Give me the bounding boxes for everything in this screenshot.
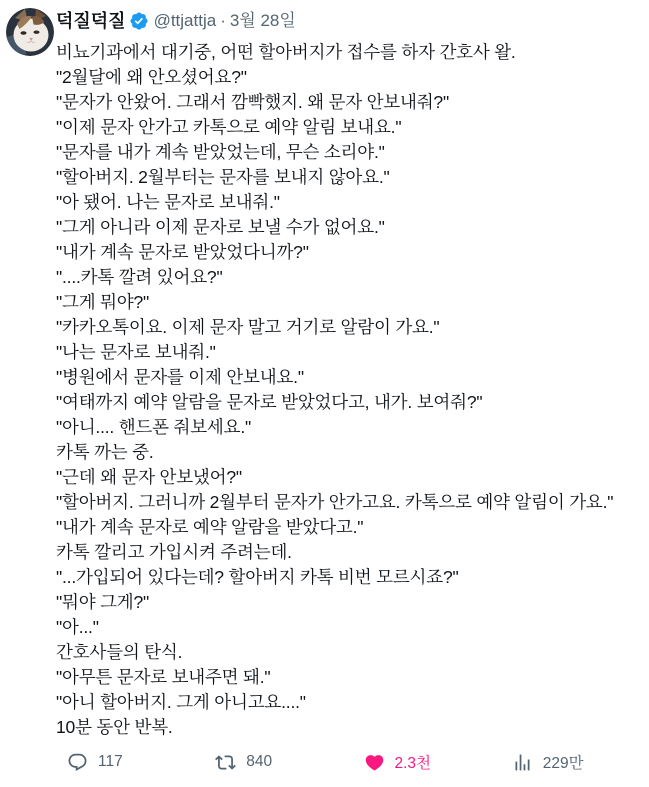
views-button[interactable] (501, 751, 649, 773)
tweet-text-line: "이제 문자 안가고 카톡으로 예약 알림 보내요." (56, 117, 402, 137)
header-separator: · (220, 11, 226, 30)
tweet-date[interactable]: 3월 28일 (229, 11, 296, 30)
views-icon (512, 752, 533, 773)
verified-badge-icon (129, 11, 149, 31)
tweet-text-line: "카카오톡이요. 이제 문자 말고 거기로 알람이 가요." (56, 317, 440, 337)
tweet-text-line: "아니 할아버지. 그게 아니고요...." (56, 692, 306, 712)
tweet-text-line: "근데 왜 문자 안보냈어?" (56, 467, 242, 487)
tweet-text-line: "내가 계속 문자로 예약 알람을 받았다고." (56, 517, 364, 537)
repost-count: 840 (246, 753, 273, 770)
tweet-body (56, 40, 649, 740)
tweet-text-line: "....카톡 깔려 있어요?" (56, 267, 223, 287)
tweet-text-line: "아..." (56, 617, 99, 637)
tweet-text-line: 간호사들의 탄식. (56, 642, 183, 662)
tweet-text-line: "뭐야 그게?" (56, 592, 150, 612)
tweet-text-line: "여태까지 예약 알람을 문자로 받았었다고, 내가. 보여줘?" (56, 392, 483, 412)
tweet-text-line: 카톡 까는 중. (56, 442, 154, 462)
heart-icon (364, 752, 385, 773)
tweet-text-line: "할아버지. 2월부터는 문자를 보내지 않아요." (56, 167, 390, 187)
reply-count: 117 (98, 753, 123, 770)
tweet-text-line: "그게 뭐야?" (56, 292, 150, 312)
display-name[interactable]: 덕질덕질 (56, 11, 126, 31)
tweet-text-line: "나는 문자로 보내줘." (56, 342, 216, 362)
like-button[interactable] (353, 751, 501, 773)
tweet-text-line: "아니.... 핸드폰 줘보세요." (56, 417, 252, 437)
tweet-text-line: "아무튼 문자로 보내주면 돼." (56, 667, 271, 687)
tweet-text-line: "할아버지. 그러니까 2월부터 문자가 안가고요. 카톡으로 예약 알림이 가요." (56, 492, 614, 512)
tweet-header (56, 8, 649, 34)
action-bar (56, 750, 649, 774)
reply-icon (67, 752, 88, 773)
tweet-text-line: 10분 동안 반복. (56, 717, 173, 737)
tweet-text-line: "내가 계속 문자로 받았었다니까?" (56, 242, 309, 262)
cat-avatar-image (6, 8, 54, 56)
user-handle[interactable]: @ttjattja (153, 11, 217, 30)
tweet-text-line: "...가입되어 있다는데? 할아버지 카톡 비번 모르시죠?" (56, 567, 459, 587)
tweet-text-line: 비뇨기과에서 대기중, 어떤 할아버지가 접수를 하자 간호사 왈. (56, 42, 516, 62)
tweet-text-line: "문자를 내가 계속 받았었는데, 무슨 소리야." (56, 142, 385, 162)
like-count: 2.3천 (394, 755, 432, 772)
tweet-text-line: 카톡 깔리고 가입시켜 주려는데. (56, 542, 292, 562)
tweet-text-line: "2월달에 왜 안오셨어요?" (56, 67, 247, 87)
tweet-text-line: "그게 아니라 이제 문자로 보낼 수가 없어요." (56, 217, 385, 237)
tweet-content (56, 8, 649, 774)
views-count: 229만 (542, 755, 584, 772)
tweet-text-line: "문자가 안왔어. 그래서 깜빡했지. 왜 문자 안보내줘?" (56, 92, 449, 112)
tweet-text-line: "아 됐어. 나는 문자로 보내줘." (56, 192, 280, 212)
reply-button[interactable] (56, 752, 204, 773)
repost-button[interactable] (204, 752, 352, 773)
tweet-text-line: "병원에서 문자를 이제 안보내요." (56, 367, 304, 387)
avatar[interactable] (6, 8, 54, 56)
repost-icon (215, 752, 236, 773)
